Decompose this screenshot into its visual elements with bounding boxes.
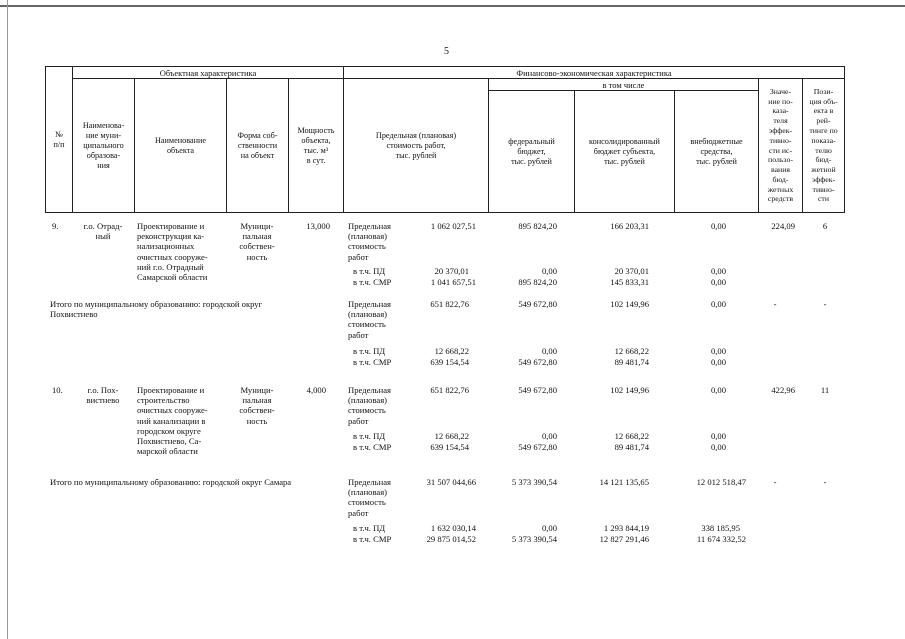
row-smr-federal: 549 672,80: [518, 442, 557, 452]
row-consolidated-value: 102 149,96: [610, 385, 649, 395]
row-label-smr: в т.ч. СМР: [353, 442, 392, 452]
row-pd-total: 12 668,22: [434, 431, 469, 441]
row-extrabudget-value: 0,00: [710, 385, 726, 395]
subtotal-federal-value: 5 373 390,54: [511, 477, 557, 487]
scan-edge-line: [0, 5, 905, 7]
row-capacity: 4,000: [306, 385, 326, 395]
subtotal-label-total: Предельная (плановая) стоимость работ: [348, 299, 391, 340]
header-consolidated: консолидированный бюджет субъекта, тыс. рублей: [575, 91, 675, 213]
header-table: [45, 66, 845, 213]
subtotal-smr-extrabudget: 11 674 332,52: [696, 534, 746, 544]
subtotal-federal-value: 549 672,80: [518, 299, 557, 309]
row-object: Проектирование и реконструкция ка- нализационных очистных сооруже- ний г.о. Отрадный Самарской области: [137, 221, 208, 283]
subtotal-total-value: 31 507 044,66: [426, 477, 476, 487]
row-smr-extrabudget: 0,00: [710, 277, 726, 287]
header-object-name: Наименование объекта: [135, 79, 227, 213]
header-ownership: Форма соб- ственности на объект: [227, 79, 289, 213]
row-number: 10.: [52, 385, 63, 395]
row-ownership: Муници- пальная собствен- ность: [239, 385, 275, 426]
header-no: № п/п: [46, 67, 73, 213]
subtotal-pd-total: 12 668,22: [434, 346, 469, 356]
row-smr-consolidated: 145 833,31: [610, 277, 649, 287]
header-extrabudget: внебюджетные средства, тыс. рублей: [675, 91, 759, 213]
header-max-cost: Предельная (плановая) стоимость работ, тыс. рублей: [344, 79, 489, 213]
subtotal-smr-total: 639 154,54: [430, 357, 469, 367]
subtotal-pd-consolidated: 12 668,22: [614, 346, 649, 356]
row-consolidated-value: 166 203,31: [610, 221, 649, 231]
row-rank: 11: [820, 385, 830, 395]
row-federal-value: 549 672,80: [518, 385, 557, 395]
row-pd-total: 20 370,01: [434, 266, 469, 276]
subtotal-consolidated-value: 102 149,96: [610, 299, 649, 309]
row-smr-extrabudget: 0,00: [710, 442, 726, 452]
subtotal-extrabudget-value: 0,00: [710, 299, 726, 309]
row-smr-total: 1 041 657,51: [430, 277, 476, 287]
row-label-smr: в т.ч. СМР: [353, 277, 392, 287]
header-efficiency: Значе- ние по- каза- теля эффек- тивно- сти ис- пользо- вания бюд- жетных средств: [759, 79, 803, 213]
subtotal-smr-federal: 5 373 390,54: [511, 534, 557, 544]
row-efficiency: 422,96: [771, 385, 795, 395]
subtotal-label-total: Предельная (плановая) стоимость работ: [348, 477, 391, 518]
subtotal-smr-consolidated: 12 827 291,46: [599, 534, 649, 544]
row-total-value: 651 822,76: [430, 385, 469, 395]
subtotal-label-smr: в т.ч. СМР: [353, 357, 392, 367]
header-financial-group: Финансово-экономическая характеристика: [344, 67, 845, 79]
subtotal-label-pd: в т.ч. ПД: [353, 523, 386, 533]
row-pd-federal: 0,00: [541, 431, 557, 441]
scan-left-edge: [0, 0, 8, 639]
row-pd-extrabudget: 0,00: [710, 266, 726, 276]
row-pd-consolidated: 20 370,01: [614, 266, 649, 276]
subtotal-pd-consolidated: 1 293 844,19: [603, 523, 649, 533]
subtotal-smr-consolidated: 89 481,74: [614, 357, 649, 367]
row-pd-consolidated: 12 668,22: [614, 431, 649, 441]
row-label-pd: в т.ч. ПД: [353, 266, 386, 276]
subtotal-efficiency: -: [773, 477, 777, 487]
header-rank: Пози- ция объ- екта в рей- тинге по показа- телю бюд- жетной эффек- тивно- сти: [803, 79, 845, 213]
subtotal-smr-extrabudget: 0,00: [710, 357, 726, 367]
subtotal-label-pd: в т.ч. ПД: [353, 346, 386, 356]
subtotal-pd-extrabudget: 0,00: [710, 346, 726, 356]
row-municipality: г.о. Отрад- ный: [83, 221, 123, 242]
row-label-total: Предельная (плановая) стоимость работ: [348, 385, 391, 426]
header-capacity: Мощность объекта, тыс. м³ в сут.: [289, 79, 344, 213]
row-smr-total: 639 154,54: [430, 442, 469, 452]
subtotal-total-value: 651 822,76: [430, 299, 469, 309]
row-extrabudget-value: 0,00: [710, 221, 726, 231]
subtotal-consolidated-value: 14 121 135,65: [599, 477, 649, 487]
row-smr-federal: 895 824,20: [518, 277, 557, 287]
page-number: 5: [444, 46, 449, 57]
row-efficiency: 224,09: [771, 221, 795, 231]
row-federal-value: 895 824,20: [518, 221, 557, 231]
subtotal-pd-federal: 0,00: [541, 523, 557, 533]
subtotal-title: Итого по муниципальному образованию: городской округ Самара: [50, 477, 292, 487]
header-municipality: Наименова- ние муни- ципального образова- ния: [73, 79, 135, 213]
row-rank: 6: [822, 221, 828, 231]
row-ownership: Муници- пальная собствен- ность: [239, 221, 275, 262]
row-pd-extrabudget: 0,00: [710, 431, 726, 441]
row-smr-consolidated: 89 481,74: [614, 442, 649, 452]
subtotal-title: Итого по муниципальному образованию: городской округ Похвистнево: [50, 299, 263, 320]
subtotal-rank: -: [823, 299, 827, 309]
subtotal-extrabudget-value: 12 012 518,47: [696, 477, 746, 487]
row-capacity: 13,000: [306, 221, 330, 231]
row-total-value: 1 062 027,51: [430, 221, 476, 231]
subtotal-rank: -: [823, 477, 827, 487]
subtotal-pd-federal: 0,00: [541, 346, 557, 356]
row-number: 9.: [52, 221, 59, 231]
row-pd-federal: 0,00: [541, 266, 557, 276]
header-federal: федеральный бюджет, тыс. рублей: [489, 91, 575, 213]
subtotal-label-smr: в т.ч. СМР: [353, 534, 392, 544]
subtotal-pd-extrabudget: 338 185,95: [701, 523, 740, 533]
subtotal-smr-total: 29 875 014,52: [426, 534, 476, 544]
row-label-total: Предельная (плановая) стоимость работ: [348, 221, 391, 262]
row-object: Проектирование и строительство очистных сооруже- ний канализации в городском округе Похвистнево, Са- марской области: [137, 385, 208, 457]
subtotal-pd-total: 1 632 030,14: [430, 523, 476, 533]
header-object-group: Объектная характеристика: [73, 67, 344, 79]
subtotal-efficiency: -: [773, 299, 777, 309]
header-including: в том числе: [489, 79, 759, 91]
row-municipality: г.о. Пох- вистнево: [86, 385, 120, 406]
row-label-pd: в т.ч. ПД: [353, 431, 386, 441]
subtotal-smr-federal: 549 672,80: [518, 357, 557, 367]
